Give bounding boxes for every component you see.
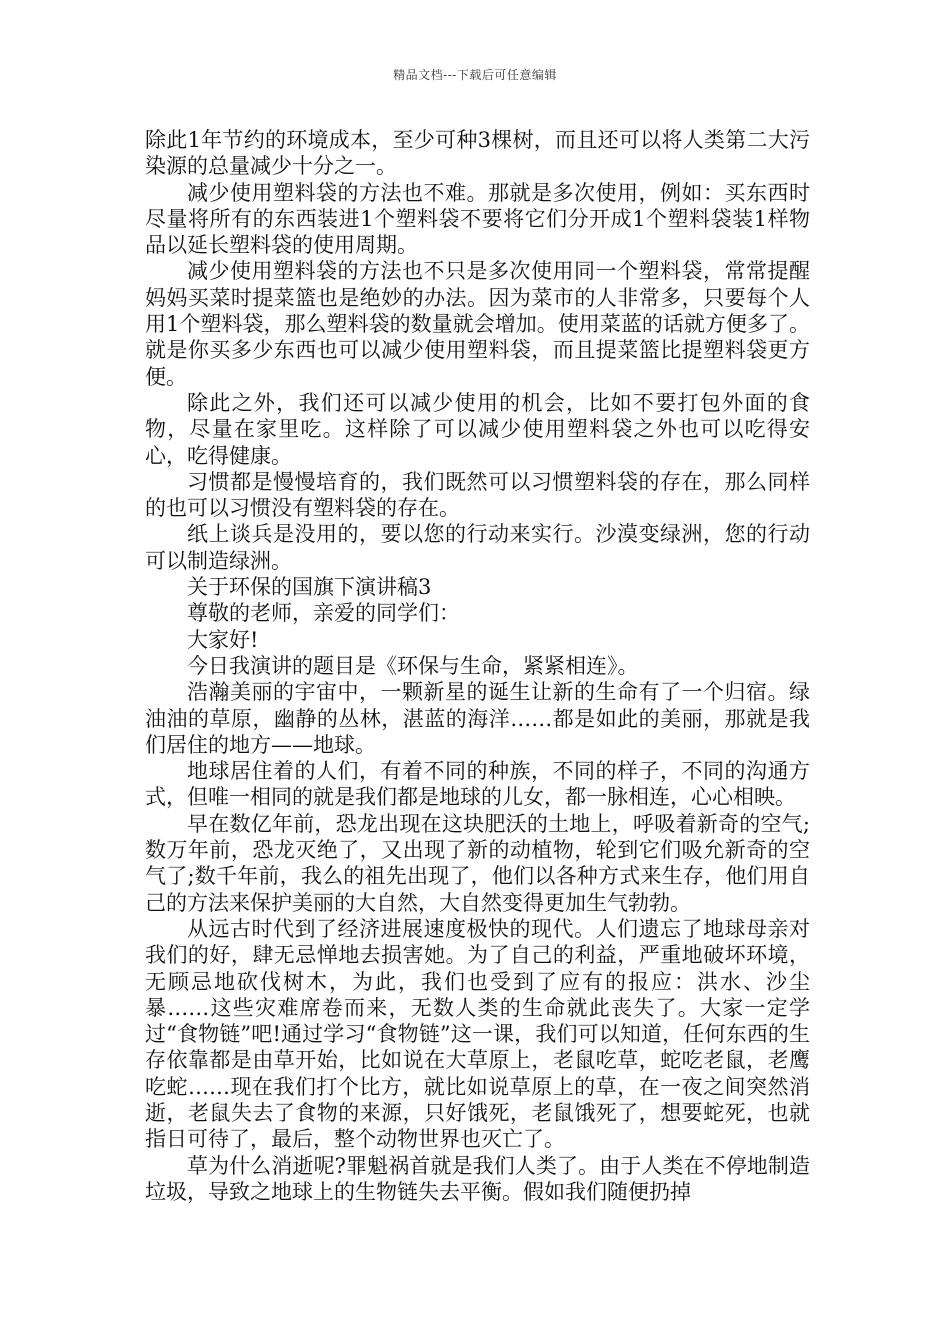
paragraph: 习惯都是慢慢培育的，我们既然可以习惯塑料袋的存在，那么同样的也可以习惯没有塑料袋的存在。 (145, 469, 810, 521)
paragraph: 减少使用塑料袋的方法也不只是多次使用同一个塑料袋，常常提醒妈妈买菜时提菜篮也是绝妙的办法。因为菜市的人非常多，只要每个人用1个塑料袋，那么塑料袋的数量就会增加。使用菜蓝的话就方便多了。就是你买多少东西也可以减少使用塑料袋，而且提菜篮比提塑料袋更方便。 (145, 259, 810, 389)
paragraph: 除此1年节约的环境成本，至少可种3棵树，而且还可以将人类第二大污染源的总量减少十分之一。 (145, 128, 810, 179)
paragraph: 今日我演讲的题目是《环保与生命，紧紧相连》。 (187, 653, 639, 678)
paragraph: 减少使用塑料袋的方法也不难。那就是多次使用，例如：买东西时尽量将所有的东西装进1个塑料袋不要将它们分开成1个塑料袋装1样物品以延长塑料袋的使用周期。 (145, 180, 810, 258)
paragraph: 从远古时代到了经济进展速度极快的现代。人们遗忘了地球母亲对我们的好，肆无忌惮地去损害她。为了自己的利益，严重地破坏环境，无顾忌地砍伐树木，为此，我们也受到了应有的报应：洪水、沙尘暴……这些灾难席卷而来，无数人类的生命就此丧失了。大家一定学过“食物链”吧!通过学习“食物链”这一课，我们可以知道，任何东西的生存依靠都是由草开始，比如说在大草原上，老鼠吃草，蛇吃老鼠，老鹰吃蛇……现在我们打个比方，就比如说草原上的草，在一夜之间突然消逝，老鼠失去了食物的来源，只好饿死，老鼠饿死了，想要蛇死，也就指日可待了，最后，整个动物世界也灭亡了。 (145, 916, 810, 1152)
page-header: 精品文档---下载后可任意编辑 (393, 68, 557, 82)
salutation: 尊敬的老师，亲爱的同学们： (187, 601, 460, 626)
paragraph: 草为什么消逝呢?罪魁祸首就是我们人类了。由于人类在不停地制造垃圾，导致之地球上的生物链失去平衡。假如我们随便扔掉 (145, 1153, 810, 1204)
greeting: 大家好! (187, 627, 259, 652)
paragraph: 浩瀚美丽的宇宙中，一颗新星的诞生让新的生命有了一个归宿。绿油油的草原，幽静的丛林，湛蓝的海洋……都是如此的美丽，那就是我们居住的地方——地球。 (145, 680, 810, 757)
paragraph: 早在数亿年前，恐龙出现在这块肥沃的土地上，呼吸着新奇的空气;数万年前，恐龙灭绝了，又出现了新的动植物，轮到它们吸允新奇的空气了;数千年前，我么的祖先出现了，他们以各种方式来生存，他们用自己的方法来保护美丽的大自然，大自然变得更加生气勃勃。 (145, 811, 810, 915)
paragraph: 地球居住着的人们，有着不同的种族，不同的样子，不同的沟通方式，但唯一相同的就是我们都是地球的儿女，都一脉相连，心心相映。 (145, 759, 810, 810)
document-body (145, 127, 810, 1205)
paragraph: 除此之外，我们还可以减少使用的机会，比如不要打包外面的食物，尽量在家里吃。这样除了可以减少使用塑料袋之外也可以吃得安心，吃得健康。 (145, 390, 810, 468)
section-title: 关于环保的国旗下演讲稿3 (187, 575, 432, 600)
paragraph: 纸上谈兵是没用的，要以您的行动来实行。沙漠变绿洲，您的行动可以制造绿洲。 (145, 522, 810, 573)
